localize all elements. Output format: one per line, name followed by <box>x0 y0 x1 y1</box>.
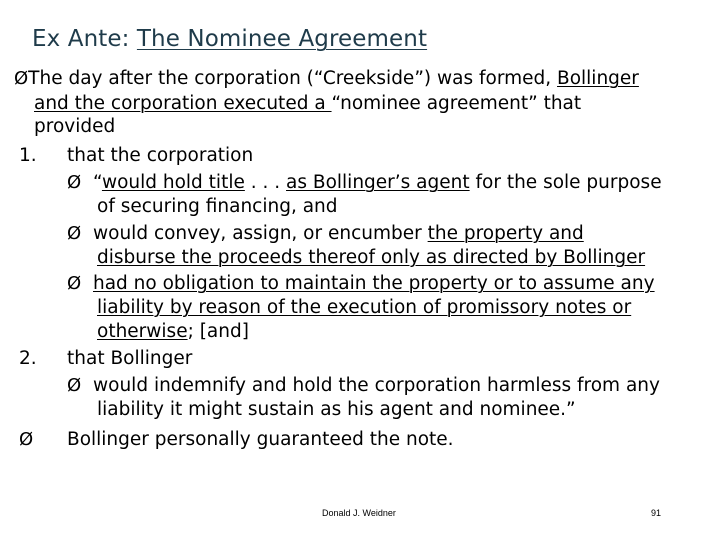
item2-number: 2. <box>19 348 37 369</box>
footer-author: Donald J. Weidner <box>322 508 396 518</box>
item1-bullet1-line2: of securing financing, and <box>97 196 338 217</box>
item1-bullet2-line1: Ø would convey, assign, or encumber the property and <box>67 223 584 244</box>
item1-number: 1. <box>19 145 37 166</box>
intro-line-2: and the corporation executed a “nominee agreement” that <box>34 93 582 114</box>
item1-bullet2-line2: disburse the proceeds thereof only as directed by Bollinger <box>97 247 646 268</box>
arrow-bullet-icon: Ø <box>67 172 82 193</box>
item1-bullet1-line1: Ø “would hold title . . . as Bollinger’s agent for the sole purpose <box>67 172 662 193</box>
item1-bullet3-line1: Ø had no obligation to maintain the property or to assume any <box>67 273 655 294</box>
item2-bullet1-line1: Ø would indemnify and hold the corporation harmless from any <box>67 375 660 396</box>
arrow-bullet-icon: Ø <box>14 68 29 89</box>
item2-bullet1-line2: liability it might sustain as his agent and nominee.” <box>97 399 576 420</box>
arrow-bullet-icon: Ø <box>67 223 82 244</box>
final-bullet: Ø Bollinger personally guaranteed the note. <box>19 429 454 450</box>
item1-bullet3-line3: otherwise; [and] <box>97 321 249 342</box>
intro-line-3: provided <box>34 116 116 137</box>
arrow-bullet-icon: Ø <box>19 429 34 450</box>
item1-bullet3-line2: liability by reason of the execution of promissory notes or <box>97 297 632 318</box>
title-prefix: Ex Ante: <box>32 26 137 52</box>
arrow-bullet-icon: Ø <box>67 375 82 396</box>
item2-text: that Bollinger <box>67 348 193 369</box>
page-number: 91 <box>651 508 662 518</box>
item1-text: that the corporation <box>67 145 254 166</box>
arrow-bullet-icon: Ø <box>67 273 82 294</box>
title-underlined: The Nominee Agreement <box>136 26 428 52</box>
intro-line-1: ØThe day after the corporation (“Creekside”) was formed, Bollinger <box>14 68 639 89</box>
